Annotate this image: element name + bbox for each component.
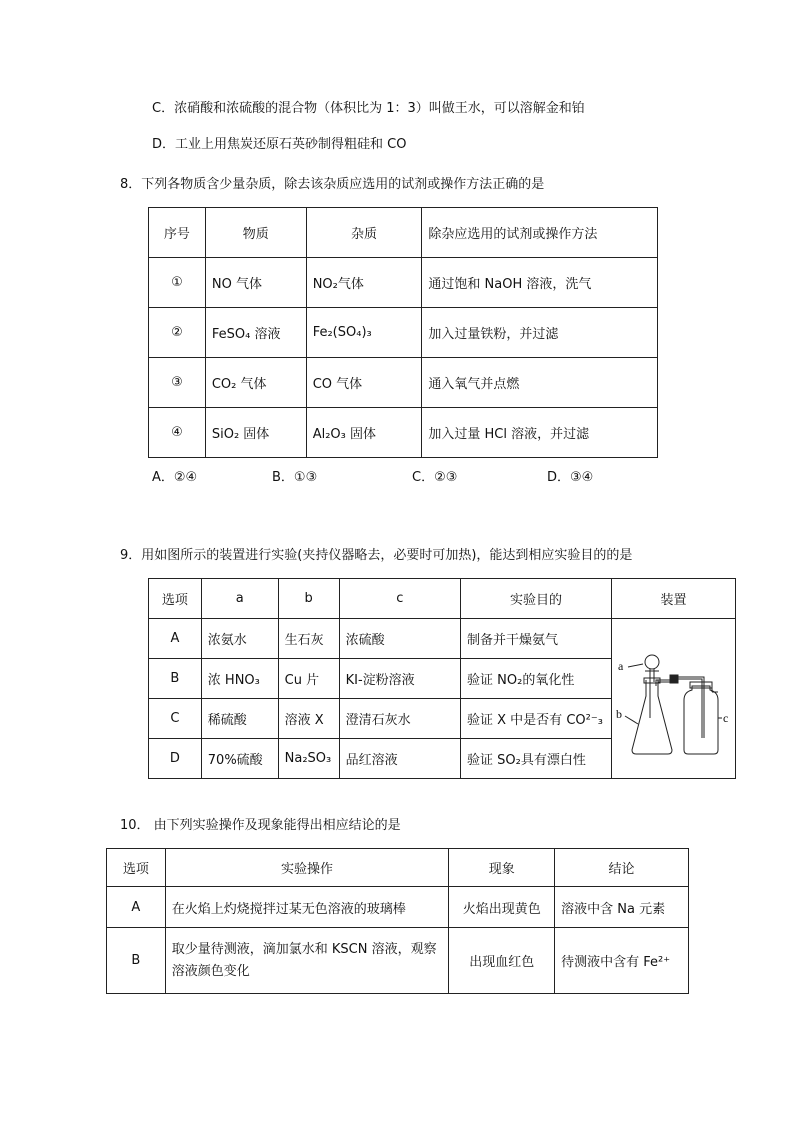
- q7-option-d: D．工业上用焦炭还原石英砂制得粗硅和 CO: [152, 137, 407, 152]
- table-row: [107, 928, 689, 994]
- header-cell: 实验目的: [461, 579, 612, 619]
- operation-cell: 取少量待测液，滴加氯水和 KSCN 溶液，观察溶液颜色变化: [165, 928, 449, 994]
- row-number: ①: [149, 258, 206, 308]
- q10-table: [106, 848, 689, 994]
- gas-washing-bottle: [684, 686, 718, 754]
- conical-flask: [632, 680, 672, 754]
- q8-option-b: B．①③: [272, 470, 318, 485]
- header-cell: 结论: [555, 849, 689, 887]
- goal-cell: 验证 SO₂具有漂白性: [461, 739, 612, 779]
- q8-stem: 8．下列各物质含少量杂质，除去该杂质应选用的试剂或操作方法正确的是: [120, 177, 545, 192]
- reagent-a-cell: 浓氨水: [201, 619, 278, 659]
- option-cell: B: [107, 928, 166, 994]
- reagent-c-cell: 品红溶液: [339, 739, 460, 779]
- impurity-cell: CO 气体: [306, 358, 422, 408]
- q8-option-a: A．②④: [152, 470, 198, 485]
- reagent-a-cell: 70%硫酸: [201, 739, 278, 779]
- apparatus-cell: [611, 619, 735, 779]
- operation-cell: 在火焰上灼烧搅拌过某无色溶液的玻璃棒: [165, 887, 449, 928]
- reagent-c-cell: KI-淀粉溶液: [339, 659, 460, 699]
- header-cell: b: [278, 579, 339, 619]
- impurity-cell: Al₂O₃ 固体: [306, 408, 422, 458]
- reagent-a-cell: 浓 HNO₃: [201, 659, 278, 699]
- phenomenon-cell: 出现血红色: [449, 928, 555, 994]
- q9-table: [148, 578, 736, 779]
- conclusion-cell: 溶液中含 Na 元素: [555, 887, 689, 928]
- goal-cell: 验证 X 中是否有 CO²⁻₃: [461, 699, 612, 739]
- table-row: [149, 408, 658, 458]
- header-cell: 物质: [205, 208, 306, 258]
- label-a: a: [617, 658, 624, 673]
- row-number: ③: [149, 358, 206, 408]
- header-cell: 现象: [449, 849, 555, 887]
- header-cell: 杂质: [306, 208, 422, 258]
- q8-option-c: C．②③: [412, 470, 458, 485]
- option-cell: B: [149, 659, 202, 699]
- option-cell: A: [107, 887, 166, 928]
- header-cell: 序号: [149, 208, 206, 258]
- row-number: ②: [149, 308, 206, 358]
- conclusion-cell: 待测液中含有 Fe²⁺: [555, 928, 689, 994]
- reagent-a-cell: 稀硫酸: [201, 699, 278, 739]
- q9-stem: 9．用如图所示的装置进行实验(夹持仪器略去，必要时可加热)，能达到相应实验目的的是: [120, 548, 633, 563]
- header-cell: 除杂应选用的试剂或操作方法: [422, 208, 658, 258]
- label-c: c: [722, 710, 729, 725]
- goal-cell: 验证 NO₂的氧化性: [461, 659, 612, 699]
- substance-cell: NO 气体: [205, 258, 306, 308]
- q7-option-c: C．浓硝酸和浓硫酸的混合物（体积比为 1：3）叫做王水，可以溶解金和铂: [152, 101, 585, 116]
- row-number: ④: [149, 408, 206, 458]
- header-cell: 装置: [611, 579, 735, 619]
- method-cell: 通过饱和 NaOH 溶液，洗气: [422, 258, 658, 308]
- method-cell: 加入过量铁粉，并过滤: [422, 308, 658, 358]
- table-row: [149, 258, 658, 308]
- method-cell: 通入氧气并点燃: [422, 358, 658, 408]
- substance-cell: SiO₂ 固体: [205, 408, 306, 458]
- goal-cell: 制备并干燥氨气: [461, 619, 612, 659]
- table-row: [107, 887, 689, 928]
- table-header-row: [149, 208, 658, 258]
- header-cell: c: [339, 579, 460, 619]
- method-cell: 加入过量 HCl 溶液，并过滤: [422, 408, 658, 458]
- table-row: [149, 308, 658, 358]
- funnel-bulb: [645, 655, 659, 669]
- label-b: b: [615, 706, 622, 721]
- reagent-c-cell: 澄清石灰水: [339, 699, 460, 739]
- reagent-b-cell: Cu 片: [278, 659, 339, 699]
- q10-stem: 10． 由下列实验操作及现象能得出相应结论的是: [120, 818, 401, 833]
- impurity-cell: NO₂气体: [306, 258, 422, 308]
- reagent-b-cell: 溶液 X: [278, 699, 339, 739]
- apparatus-diagram: [612, 620, 734, 778]
- q8-table: [148, 207, 658, 458]
- q8-option-d: D．③④: [547, 470, 594, 485]
- option-cell: D: [149, 739, 202, 779]
- table-header-row: [107, 849, 689, 887]
- header-cell: a: [201, 579, 278, 619]
- option-cell: C: [149, 699, 202, 739]
- header-cell: 选项: [149, 579, 202, 619]
- reagent-b-cell: Na₂SO₃: [278, 739, 339, 779]
- reagent-c-cell: 浓硫酸: [339, 619, 460, 659]
- option-cell: A: [149, 619, 202, 659]
- table-row: [149, 358, 658, 408]
- impurity-cell: Fe₂(SO₄)₃: [306, 308, 422, 358]
- substance-cell: FeSO₄ 溶液: [205, 308, 306, 358]
- table-row: [149, 619, 736, 659]
- reagent-b-cell: 生石灰: [278, 619, 339, 659]
- header-cell: 实验操作: [165, 849, 449, 887]
- table-header-row: [149, 579, 736, 619]
- header-cell: 选项: [107, 849, 166, 887]
- substance-cell: CO₂ 气体: [205, 358, 306, 408]
- phenomenon-cell: 火焰出现黄色: [449, 887, 555, 928]
